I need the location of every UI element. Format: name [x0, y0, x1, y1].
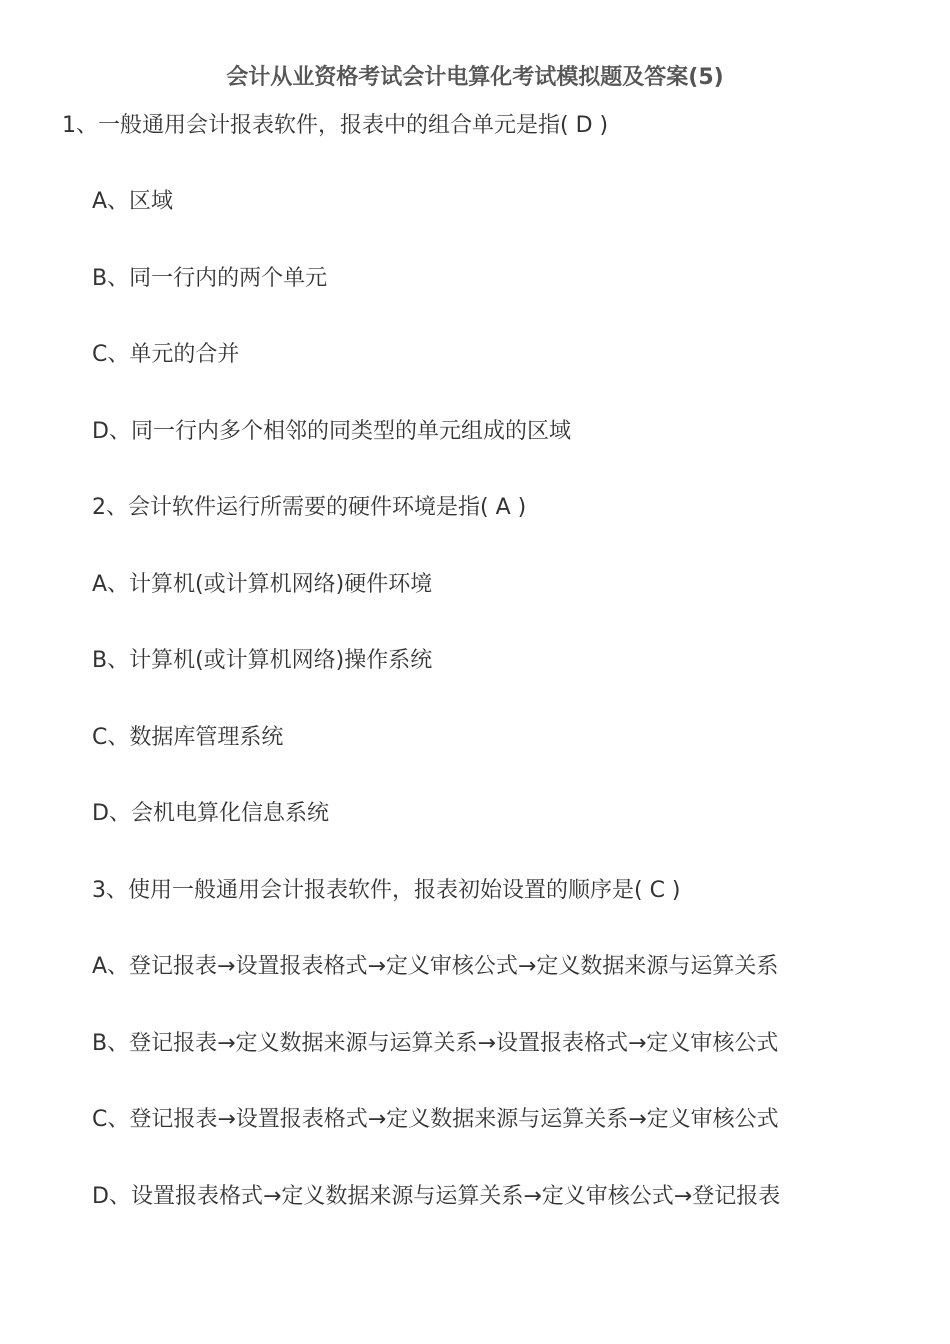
question-1: 1、一般通用会计报表软件，报表中的组合单元是指( D )	[62, 113, 609, 138]
question-3-option-c: C、登记报表→设置报表格式→定义数据来源与运算关系→定义审核公式	[92, 1107, 779, 1132]
question-2-option-c: C、数据库管理系统	[92, 725, 284, 750]
question-1-option-c: C、单元的合并	[92, 342, 240, 367]
question-2: 2、会计软件运行所需要的硬件环境是指( A )	[92, 495, 527, 520]
question-1-option-a: A、区域	[92, 189, 174, 214]
question-3-option-b: B、登记报表→定义数据来源与运算关系→设置报表格式→定义审核公式	[92, 1031, 779, 1056]
question-3: 3、使用一般通用会计报表软件，报表初始设置的顺序是( C )	[92, 878, 681, 903]
question-3-option-a: A、登记报表→设置报表格式→定义审核公式→定义数据来源与运算关系	[92, 954, 779, 979]
question-2-option-a: A、计算机(或计算机网络)硬件环境	[92, 572, 433, 597]
question-2-option-d: D、会机电算化信息系统	[92, 801, 329, 826]
question-3-option-d: D、设置报表格式→定义数据来源与运算关系→定义审核公式→登记报表	[92, 1184, 781, 1209]
document-title: 会计从业资格考试会计电算化考试模拟题及答案(5)	[226, 65, 724, 90]
question-1-option-d: D、同一行内多个相邻的同类型的单元组成的区域	[92, 419, 571, 444]
question-2-option-b: B、计算机(或计算机网络)操作系统	[92, 648, 433, 673]
question-1-option-b: B、同一行内的两个单元	[92, 266, 328, 291]
